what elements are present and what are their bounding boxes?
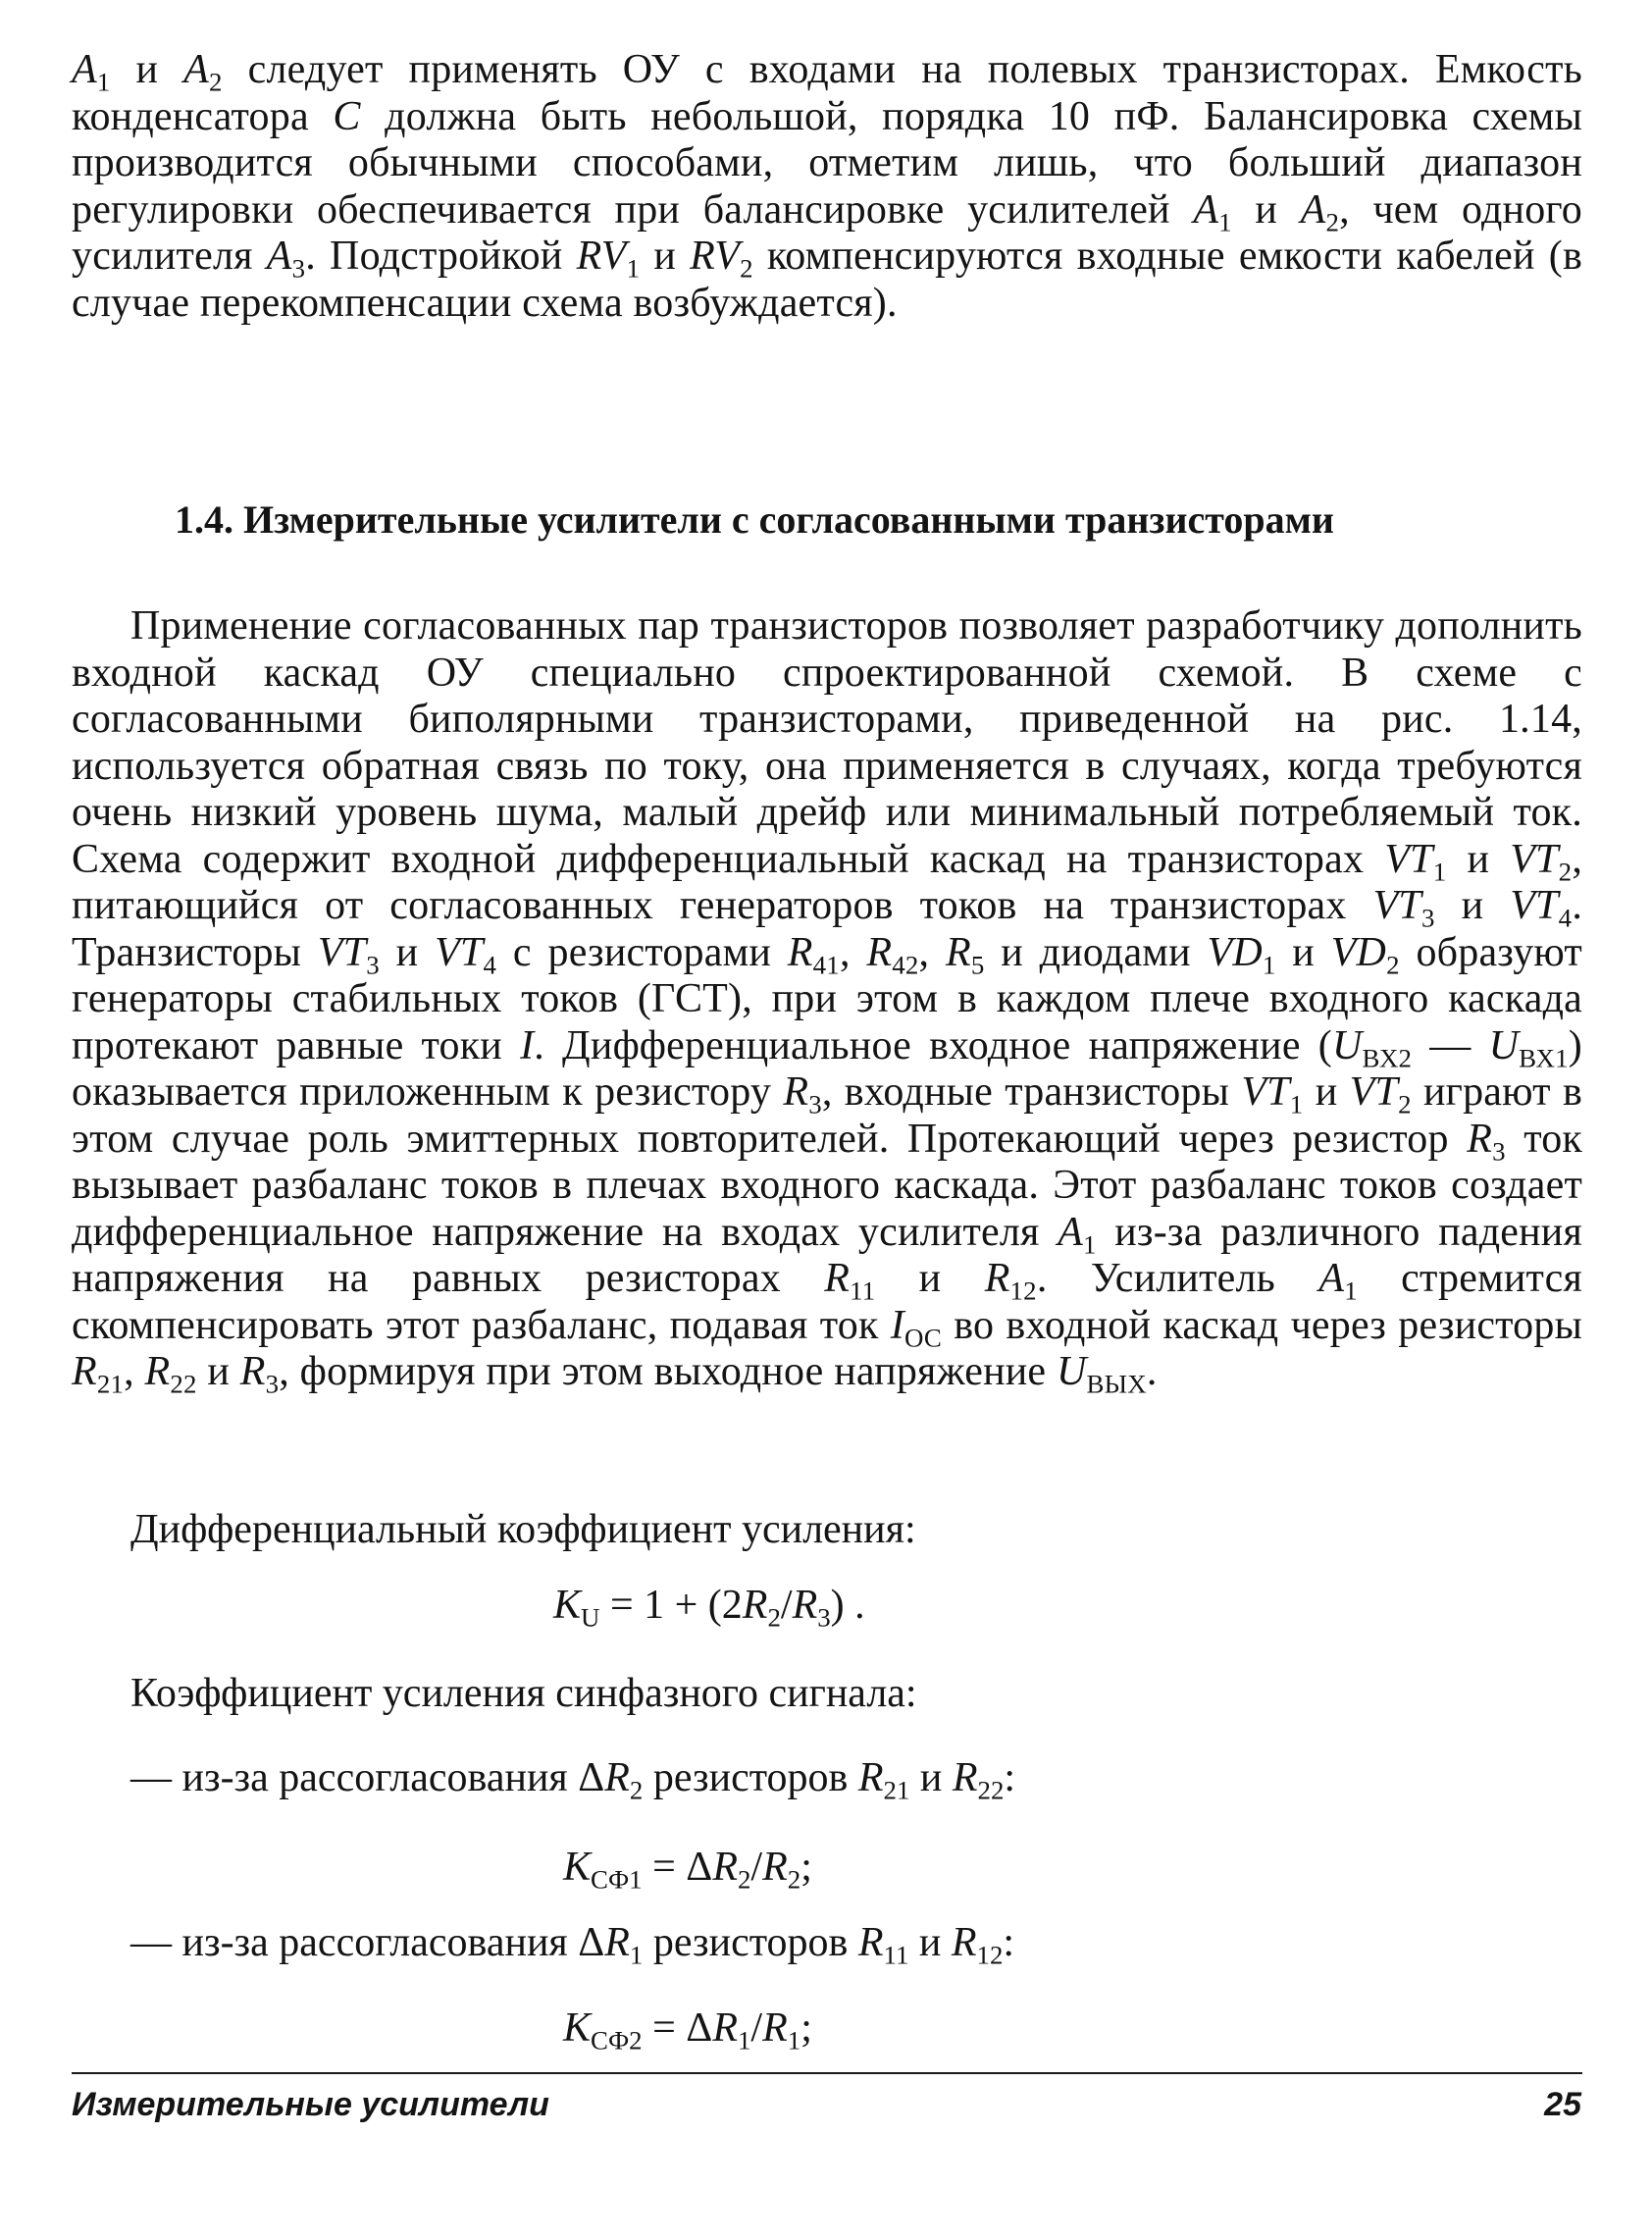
cm-gain-label: Коэффициент усиления синфазного сигнала: [130, 1671, 917, 1716]
paragraph-top: $A_1$ и $A_2$ следует применять ОУ с входами на полевых транзисторах. Емкость конденсатора C должна быть небольшой, порядка 10 пФ. Балансировка схемы производится обычными способами, отметим лишь, что больший диапазон регулировки обеспечивается при балансировке усилителей $A_1$ и $A_2$, чем одного усилителя $A_3$. Подстройкой $RV_1$ и $RV_2$ компенсируются входные емкости кабелей (в случае перекомпенсации схема возбуждается). [72, 47, 1583, 326]
footer-rule [72, 2072, 1582, 2074]
formula-ksf1: $K_{СФ1} = \Delta R_2/R_2$; [563, 1845, 812, 1895]
formula-ku: $K_U = 1 + (2R_2/R_3)$ . [553, 1583, 865, 1633]
paragraph-main: Применение согласованных пар транзисторов позволяет разработчику дополнить входной каскад ОУ специально спроектированной схемой. В схеме с согласованными биполярными транзисторами, приведенной на рис. 1.14, используется обратная связь по току, она применяется в случаях, когда требуются очень низкий уровень шума, малый дрейф или минимальный потребляемый ток. Схема содержит входной дифференциальный каскад на транзисторах $VT_1$ и $VT_2$, питающийся от согласованных генераторов токов на транзисторах $VT_3$ и $VT_4$. Транзисторы $VT_3$ и $VT_4$ с резисторами $R_{41}$, $R_{42}$, $R_5$ и диодами $VD_1$ и $VD_2$ образуют генераторы стабильных токов (ГСТ), при этом в каждом плече входного каскада протекают равные токи I. Дифференциальное входное напряжение ($U_{ВХ2}$ — $U_{ВХ1}$) оказывается приложенным к резистору $R_3$, входные транзисторы $VT_1$ и $VT_2$ играют в этом случае роль эмиттерных повторителей. Протекающий через резистор $R_3$ ток вызывает разбаланс токов в плечах входного каскада. Этот разбаланс токов создает дифференциальное напряжение на входах усилителя $A_1$ из-за различного падения напряжения на равных резисторах $R_{11}$ и $R_{12}$. Усилитель $A_1$ стремится скомпенсировать этот разбаланс, подавая ток $I_{ОС}$ во входной каскад через резисторы $R_{21}$, $R_{22}$ и $R_3$, формируя при этом выходное напряжение $U_{ВЫХ}$. [72, 603, 1583, 1399]
cm-item-2: — из-за рассогласования $\Delta R_1$ резисторов $R_{11}$ и $R_{12}$: [130, 1920, 1015, 1970]
formula-ksf2: $K_{СФ2} = \Delta R_1/R_1$; [563, 2005, 812, 2056]
page-number: 25 [1544, 2086, 1581, 2123]
diff-gain-label: Дифференциальный коэффициент усиления: [130, 1507, 916, 1552]
section-heading: 1.4. Измерительные усилители с согласованными транзисторами [175, 497, 1334, 542]
cm-item-1: — из-за рассогласования $\Delta R_2$ резисторов $R_{21}$ и $R_{22}$: [130, 1755, 1016, 1805]
running-title: Измерительные усилители [72, 2086, 549, 2123]
